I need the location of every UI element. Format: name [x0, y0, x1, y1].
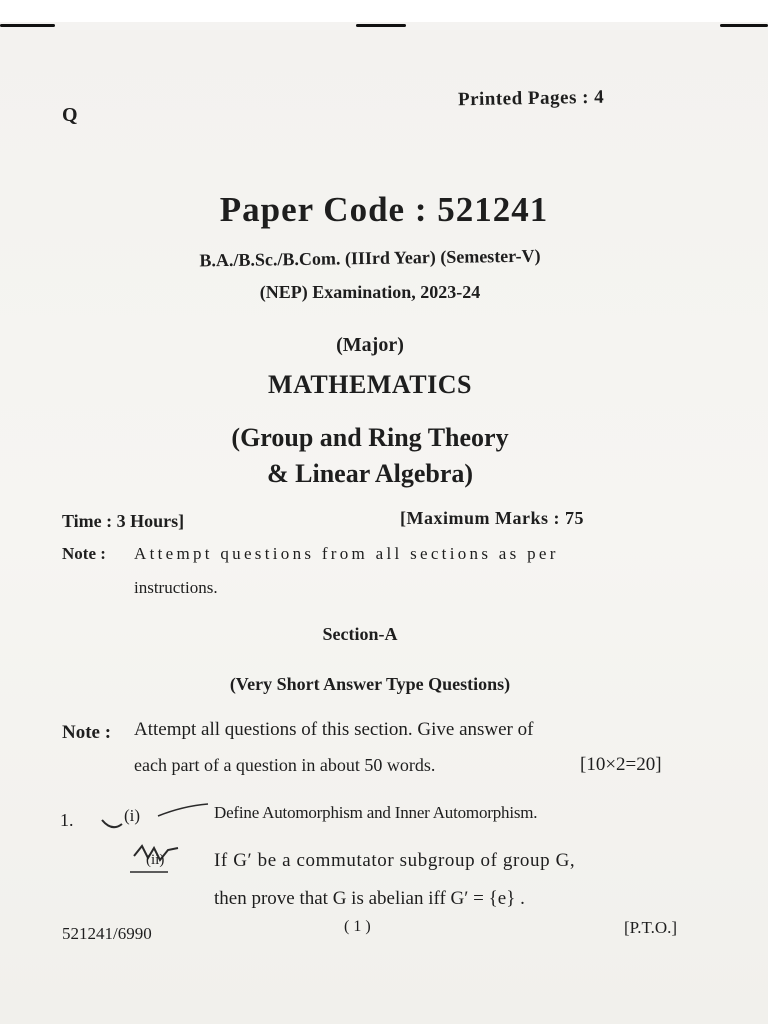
major-label: (Major)	[336, 334, 404, 356]
edge-line-right	[720, 24, 768, 27]
part-label-ii: (ii)	[146, 852, 165, 868]
please-turn-over: [P.T.O.]	[624, 918, 678, 937]
top-border	[0, 0, 768, 22]
general-note-line2: instructions.	[134, 578, 218, 597]
section-heading: Section-A	[322, 624, 398, 644]
subject-title: MATHEMATICS	[268, 370, 472, 399]
printed-pages: Printed Pages : 4	[457, 86, 605, 111]
examination-line: (NEP) Examination, 2023-24	[259, 282, 481, 302]
paper-code: Paper Code : 521241	[219, 190, 549, 229]
paper-name-line1: (Group and Ring Theory	[231, 423, 509, 452]
section-note-label: Note :	[62, 722, 112, 743]
part-label-i: (i)	[124, 806, 141, 825]
general-note-label: Note :	[62, 544, 106, 563]
paper-name	[0, 420, 740, 492]
question-type: (Very Short Answer Type Questions)	[229, 674, 511, 694]
question-1-part-i: Define Automorphism and Inner Automorphism.	[214, 803, 538, 822]
maximum-marks: [Maximum Marks : 75	[400, 508, 584, 528]
general-note-line1: Attempt questions from all sections as per	[134, 544, 559, 563]
section-note-line2: each part of a question in about 50 words.	[134, 755, 436, 775]
paper-name-line2: & Linear Algebra)	[266, 459, 474, 488]
edge-line-mid	[356, 24, 406, 27]
footer-code: 521241/6990	[62, 924, 152, 943]
tick-mark-icon	[98, 800, 210, 834]
question-1-part-ii-line2: then prove that G is abelian iff G′ = {e} .	[214, 888, 525, 909]
time-allowed: Time : 3 Hours]	[62, 511, 185, 531]
section-note-line1: Attempt all questions of this section. Give answer of	[134, 719, 534, 740]
section-marks: [10×2=20]	[580, 754, 662, 775]
question-number: 1.	[60, 810, 74, 830]
edge-line-left	[0, 24, 55, 27]
degree-line: B.A./B.Sc./B.Com. (IIIrd Year) (Semester-V)	[199, 245, 541, 271]
set-code: Q	[62, 104, 78, 126]
question-1-part-ii-line1: If G′ be a commutator subgroup of group G,	[214, 850, 576, 871]
page-number: ( 1 )	[344, 918, 371, 935]
